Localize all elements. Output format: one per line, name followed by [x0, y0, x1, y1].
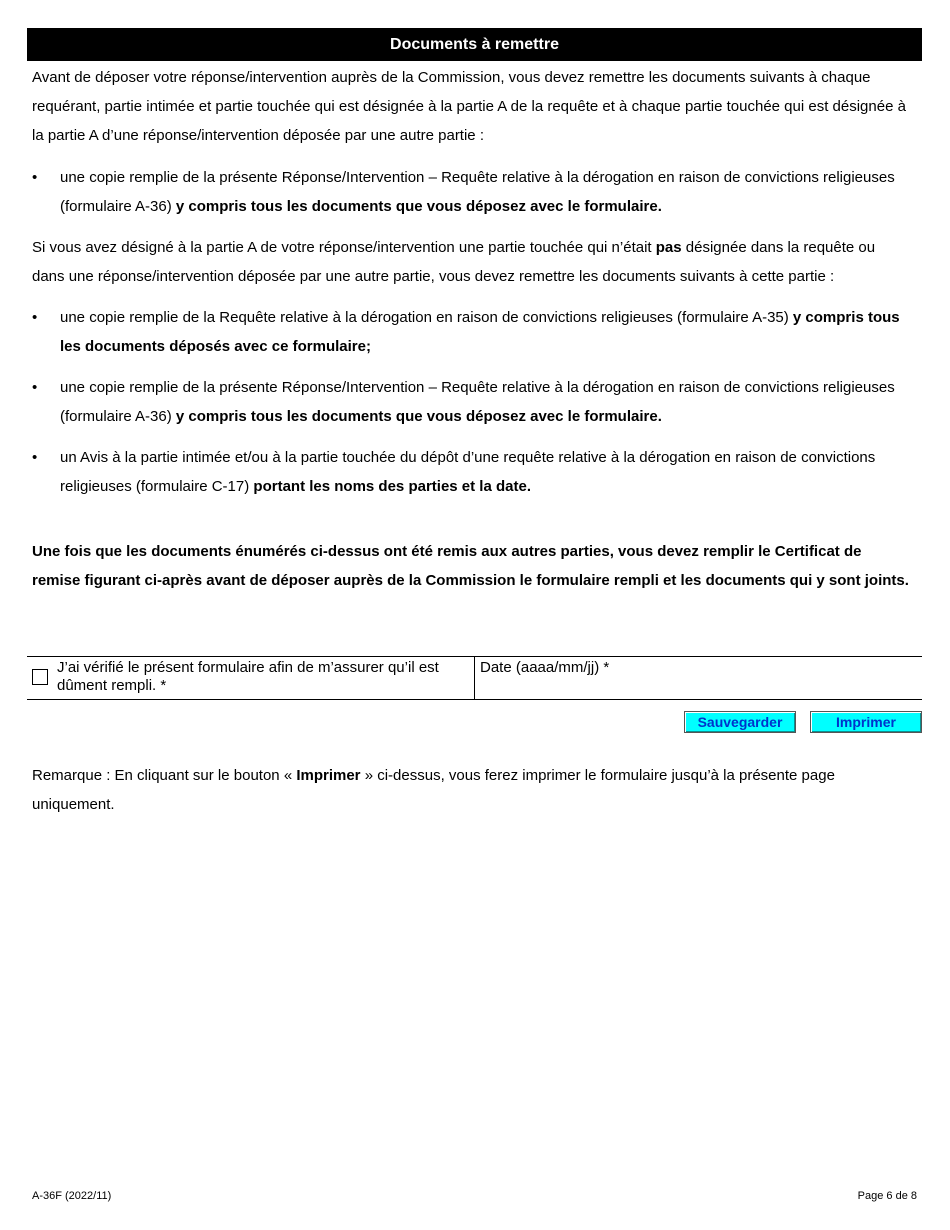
section-title: Documents à remettre [390, 35, 559, 53]
remark-paragraph: Remarque : En cliquant sur le bouton « Imprimer » ci-dessus, vous ferez imprimer le formulaire jusqu’à la présente page uniquement. [32, 767, 835, 813]
intro-paragraph: Avant de déposer votre réponse/intervention auprès de la Commission, vous devez remettre les documents suivants à chaque requérant, partie intimée et partie touchée qui est désignée à la partie A de la requête et à chaque partie touchée qui est désignée à la partie A d’une réponse/intervention déposée par une autre partie : [32, 69, 906, 144]
section-header [27, 28, 922, 61]
bullet: • [32, 379, 38, 396]
bullet: • [32, 309, 38, 326]
checkbox-label: J’ai vérifié le présent formulaire afin de m’assurer qu’il est dûment rempli. * [57, 659, 439, 694]
bullet: • [32, 449, 38, 466]
verification-row [27, 656, 922, 700]
print-button[interactable]: Imprimer [810, 711, 922, 733]
certificate-notice: Une fois que les documents énumérés ci-dessus ont été remis aux autres parties, vous devez remplir le Certificat de remise figurant ci-après avant de déposer auprès de la Commission le formulaire rempli et les documents qui y sont joints. [32, 543, 909, 589]
date-cell [474, 657, 922, 699]
date-label: Date (aaaa/mm/jj) * [480, 659, 610, 676]
verification-cell [27, 657, 474, 699]
second-paragraph: Si vous avez désigné à la partie A de votre réponse/intervention une partie touchée qui n’était pas désignée dans la requête ou dans une réponse/intervention déposée par une autre partie, vous devez remettre les documents suivants à cette partie : [32, 239, 876, 285]
page-number: Page 6 de 8 [857, 1190, 917, 1202]
date-input[interactable] [480, 678, 910, 696]
form-code: A-36F (2022/11) [32, 1190, 112, 1202]
bullet: • [32, 169, 38, 186]
save-button[interactable]: Sauvegarder [684, 711, 796, 733]
verification-checkbox[interactable] [32, 669, 48, 685]
